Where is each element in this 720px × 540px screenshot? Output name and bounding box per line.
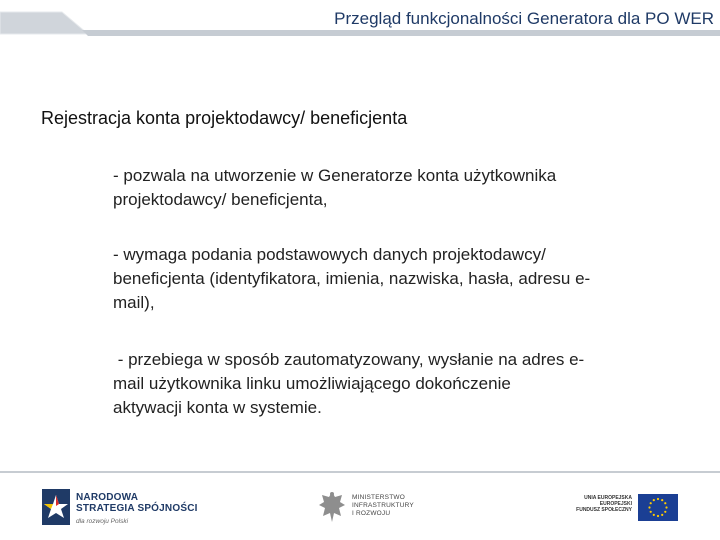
eu-line2: EUROPEJSKI <box>599 501 632 508</box>
nss-name <box>76 492 198 514</box>
eu-name <box>570 495 632 514</box>
bullet-line: aktywacji konta w systemie. <box>113 398 322 417</box>
nss-star-icon <box>40 487 72 527</box>
eu-flag-icon <box>638 494 678 521</box>
eu-line3: FUNDUSZ SPOŁECZNY <box>576 507 632 514</box>
eu-line1: UNIA EUROPEJSKA <box>584 495 632 501</box>
bullet-line: mail użytkownika linku umożliwiającego dokończenie <box>113 374 511 393</box>
bullet-line: beneficjenta (identyfikatora, imienia, nazwiska, hasła, adresu e- <box>113 269 591 288</box>
nss-tagline: dla rozwoju Polski <box>76 518 129 525</box>
footer-divider <box>0 471 720 473</box>
ministry-line3: I ROZWOJU <box>352 510 391 517</box>
bullet-item <box>113 243 673 315</box>
bullet-line: - wymaga podania podstawowych danych projektodawcy/ <box>113 245 546 264</box>
nss-line1: NARODOWA <box>76 492 139 503</box>
ministry-name <box>352 494 414 518</box>
bullet-item <box>113 348 673 420</box>
eu-logo <box>570 492 680 522</box>
slide-heading: Rejestracja konta projektodawcy/ beneficjenta <box>41 108 408 128</box>
bullet-item <box>113 164 673 212</box>
eagle-emblem-icon <box>318 489 346 525</box>
nss-logo <box>40 487 200 529</box>
bullet-line: mail), <box>113 293 155 312</box>
ministry-logo <box>318 489 438 529</box>
bullet-line: projektodawcy/ beneficjenta, <box>113 190 328 209</box>
bullet-line: - pozwala na utworzenie w Generatorze konta użytkownika <box>113 166 557 185</box>
slide-header-title: Przegląd funkcjonalności Generatora dla PO WER <box>334 9 714 28</box>
bullet-line: - przebiega w sposób zautomatyzowany, wysłanie na adres e- <box>113 350 585 369</box>
ministry-line2: INFRASTRUKTURY <box>352 502 414 509</box>
nss-line2: STRATEGIA SPÓJNOŚCI <box>76 503 198 514</box>
ministry-line1: MINISTERSTWO <box>352 494 405 501</box>
